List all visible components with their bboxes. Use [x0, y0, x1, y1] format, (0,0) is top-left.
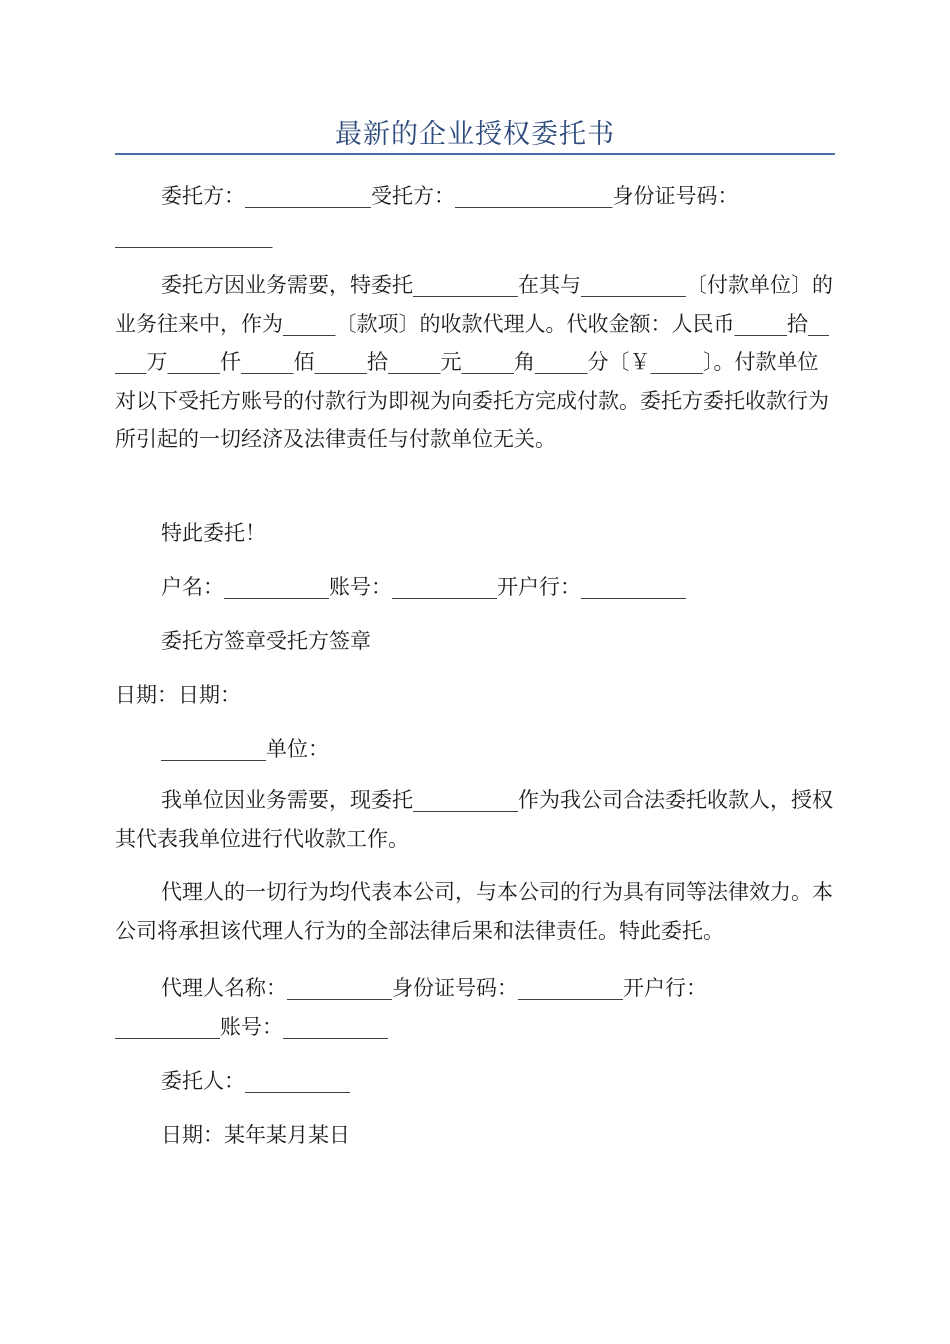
title-underline — [115, 153, 835, 155]
account-info-line: 户名：__________账号：__________开户行：__________ — [161, 575, 686, 599]
header-line-2: _______________ — [115, 224, 273, 248]
date-line: 日期：日期： — [115, 683, 241, 707]
authorization-paragraph: 我单位因业务需要，现委托__________作为我公司合法委托收款人，授权其代表我单位进行代收款工作。 — [115, 788, 833, 851]
entrust-paragraph: 委托方因业务需要，特委托__________在其与__________〔付款单位〕的业务往来中，作为_____〔款项〕的收款代理人。代收金额：人民币_____拾_____万_____仟_____佰_____拾_____元_____角_____分〔￥_____〕。付款单位对以下受托方账号的付款行为即视为向委托方完成付款。委托方委托收款行为所引起的一切经济及法律责任与付款单位无关。 — [115, 273, 833, 451]
final-date-line: 日期：某年某月某日 — [161, 1123, 350, 1147]
agent-responsibility-paragraph: 代理人的一切行为均代表本公司，与本公司的行为具有同等法律效力。本公司将承担该代理人行为的全部法律后果和法律责任。特此委托。 — [115, 880, 833, 943]
special-entrust-text: 特此委托！ — [161, 521, 266, 545]
agent-info-line-2: __________账号：__________ — [115, 1015, 388, 1039]
signature-line: 委托方签章受托方签章 — [161, 629, 371, 653]
document-title: 最新的企业授权委托书 — [335, 119, 615, 150]
agent-info-line-1: 代理人名称：__________身份证号码：__________开户行： — [161, 976, 707, 1000]
header-line-1: 委托方：____________受托方：_______________身份证号码： — [161, 184, 739, 208]
principal-line: 委托人：__________ — [161, 1069, 350, 1093]
unit-line: __________单位： — [161, 737, 329, 761]
